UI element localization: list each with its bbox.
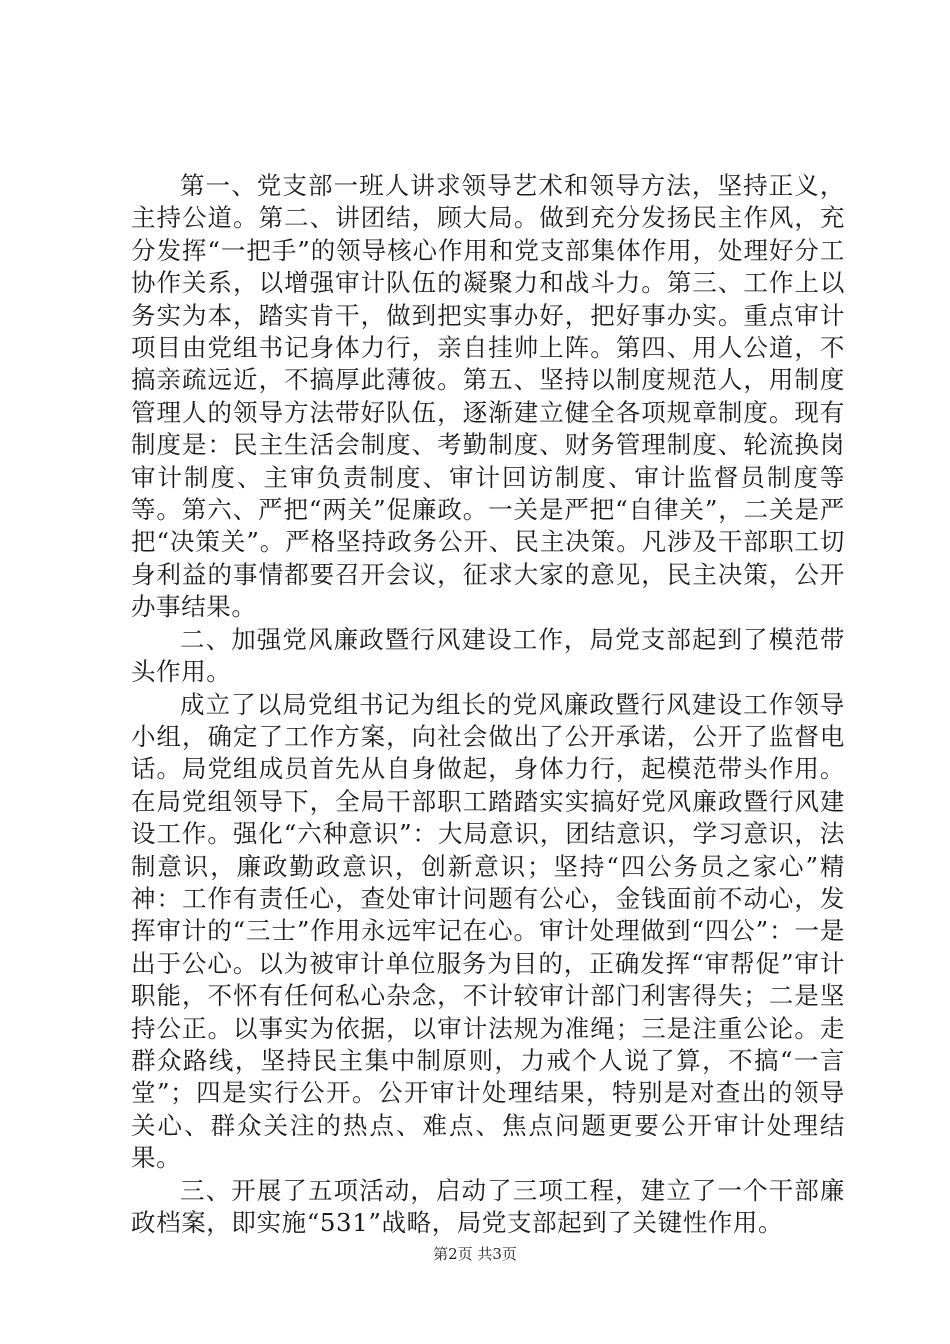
paragraph-section-two-heading: 二、加强党风廉政暨行风建设工作，局党支部起到了模范带头作用。	[131, 624, 845, 687]
paragraph-leadership-methods: 第一、党支部一班人讲求领导艺术和领导方法，坚持正义，主持公道。第二、讲团结，顾大局。做到充分发扬民主作风，充分发挥“一把手”的领导核心作用和党支部集体作用，处理好分工协作关系，以增强审计队伍的凝聚力和战斗力。第三、工作上以务实为本，踏实肯干，做到把实事办好，把好事办实。重点审计项目由党组书记身体力行，亲自挂帅上阵。第四、用人公道，不搞亲疏远近，不搞厚此薄彼。第五、坚持以制度规范人，用制度管理人的领导方法带好队伍，逐渐建立健全各项规章制度。现有制度是：民主生活会制度、考勤制度、财务管理制度、轮流换岗审计制度、主审负责制度、审计回访制度、审计监督员制度等等。第六、严把“两关”促廉政。一关是严把“自律关”，二关是严把“决策关”。严格坚持政务公开、民主决策。凡涉及干部职工切身利益的事情都要召开会议，征求大家的意见，民主决策，公开办事结果。	[131, 171, 845, 622]
paragraph-section-three-heading: 三、开展了五项活动，启动了三项工程，建立了一个干部廉政档案，即实施“531”战略，局党支部起到了关键性作用。	[131, 1175, 845, 1237]
body-text	[131, 170, 845, 1239]
paragraph-integrity-building: 成立了以局党组书记为组长的党风廉政暨行风建设工作领导小组，确定了工作方案，向社会做出了公开承诺，公开了监督电话。局党组成员首先从自身做起，身体力行，起模范带头作用。在局党组领导下，全局干部职工踏踏实实搞好党风廉政暨行风建设工作。强化“六种意识”：大局意识，团结意识，学习意识，法制意识，廉政勤政意识，创新意识；坚持“四公务员之家心”精神：工作有责任心，查处审计问题有公心，金钱面前不动心，发挥审计的“三士”作用永远牢记在心。审计处理做到“四公”：一是出于公心。以为被审计单位服务为目的，正确发挥“审帮促”审计职能，不怀有任何私心杂念，不计较审计部门利害得失；二是坚持公正。以事实为依据，以审计法规为准绳；三是注重公论。走群众路线，坚持民主集中制原则，力戒个人说了算，不搞“一言堂”；四是实行公开。公开审计处理结果，特别是对查出的领导关心、群众关注的热点、难点、焦点问题更要公开审计处理结果。	[131, 689, 845, 1173]
page-number-footer: 第2页 共3页	[433, 1245, 517, 1263]
